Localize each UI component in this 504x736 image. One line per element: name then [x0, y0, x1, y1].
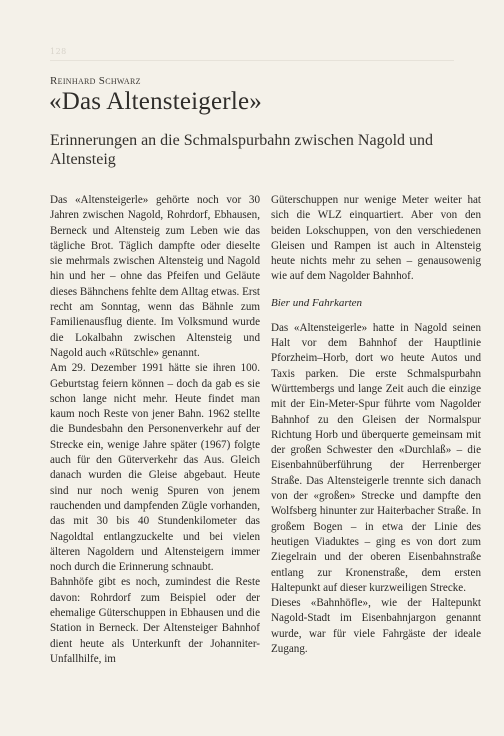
author-name: Reinhard Schwarz: [50, 75, 141, 87]
paragraph: Das «Altensteigerle» gehörte noch vor 30 Jahren zwischen Nagold, Rohrdorf, Ebhausen, Berneck und Altensteig zum Leben wie das tägliche Brot. Täglich dampfte oder dieselte sie mehrmals zwischen Altensteig und Nagold hin und her – ohne das Pfeifen und Geläute dieses Bähnchens fehlte dem Alltag etwas. Erst recht am Sonntag, wenn das Bähnle zum Familienausflug diente. Im Volksmund wurde die Lokalbahn zwischen Altensteig und Nagold auch «Rütschle» genannt.: [50, 194, 260, 359]
page-number: 128: [50, 47, 67, 56]
paragraph: Dieses «Bahnhöfle», wie der Haltepunkt Nagold-Stadt im Eisenbahnjargon genannt wurde, war für viele Fahrgäste der ideale Zugang.: [271, 597, 481, 656]
section-heading: Bier und Fahrkarten: [271, 296, 363, 309]
paragraph: Bahnhöfe gibt es noch, zumindest die Reste davon: Rohrdorf zum Beispiel oder der ehemalige Güterschuppen in Ebhausen und die Station in Berneck. Der Altensteiger Bahnhof dient heute als Unterkunft der Johanniter-Unfallhilfe, im: [50, 576, 260, 665]
paragraph: Das «Altensteigerle» hatte in Nagold seinen Halt vor dem Bahnhof der Hauptlinie Pforzheim–Horb, dort wo heute Autos und Taxis parken. Die erste Schmalspurbahn Württembergs und lange Zeit auch die einzige mit der Ein-Meter-Spur führte vom Nagolder Bahnhof zu den Gleisen der Normalspur Richtung Horb und überquerte gemeinsam mit der großen Schwester den «Durchlaß» – die Eisenbahnüberführung der Herrenberger Straße. Das Altensteigerle trennte sich danach von der «großen» Strecke und dampfte den Wolfsberg hinunter zur Haiterbacher Straße. In großem Bogen – in etwa der Linie des heutigen Viaduktes – ging es von dort zum Ziegelrain und der oberen Eisenbahnstraße entlang zur Kronenstraße, dem ersten Haltepunkt auf dieser kurzweiligen Strecke.: [271, 321, 481, 594]
right-column: [271, 193, 481, 657]
paragraph: Am 29. Dezember 1991 hätte sie ihren 100. Geburtstag feiern können – doch da gab es sie schon lange nicht mehr. Heute findet man kaum noch Reste von jener Bahn. 1962 stellte die Bundesbahn den Personenverkehr auf der Strecke ein, wenige Jahre später (1967) folgte auch für den Güterverkehr das Aus. Gleich danach wurden die Gleise abgebaut. Heute sind nur noch wenig Spuren von jenem rauchenden und dampfenden Zügle vorhanden, das mit 30 bis 40 Stundenkilometer das Nagoldtal entlangzuckelte und bei vielen älteren Nagoldern und Altensteigern immer noch durch die Erinnerung schnaubt.: [50, 362, 260, 574]
left-column: [50, 193, 260, 667]
header-rule: [50, 60, 454, 61]
article-title: «Das Altensteigerle»: [49, 88, 262, 115]
paragraph: Güterschuppen nur wenige Meter weiter hat sich die WLZ einquartiert. Aber von den beiden Lokschuppen, von den verschiedenen Gleisen und Rampen ist auch in Altensteig heute nichts mehr zu sehen – genausowenig wie auf dem Nagolder Bahnhof.: [271, 194, 481, 283]
article-subtitle: Erinnerungen an die Schmalspurbahn zwischen Nagold und Altensteig: [50, 132, 434, 168]
